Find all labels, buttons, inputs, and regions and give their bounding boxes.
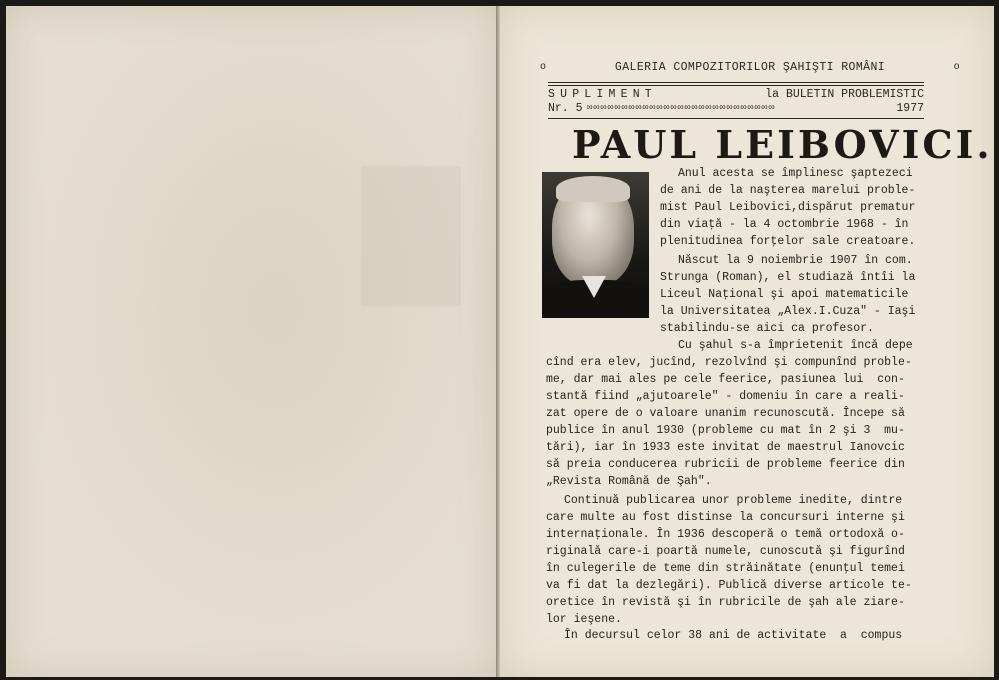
right-page (500, 6, 994, 677)
portrait-hair (556, 176, 630, 202)
body-line: lor ieşene. (546, 613, 622, 626)
portrait-photo (542, 172, 649, 318)
body-line: Cu şahul s-a împrietenit încă depe (678, 339, 913, 352)
body-line: oretice în revistă şi în rubricile de şah ale ziare- (546, 596, 905, 609)
body-line: zat opere de o valoare unanim recunoscută. Începe să (546, 407, 905, 420)
left-page (6, 6, 496, 677)
supplement-word: SUPLIMENT (548, 88, 657, 101)
series-header (540, 61, 960, 74)
issue-line (548, 102, 924, 115)
supplement-rest: la BULETIN PROBLEMISTIC (765, 88, 924, 101)
body-line: care multe au fost distinse la concursuri interne şi (546, 511, 905, 524)
body-line: Născut la 9 noiembrie 1907 în com. (678, 254, 913, 267)
issue-year: 1977 (896, 102, 924, 115)
document-body (500, 6, 994, 677)
body-line: cînd era elev, jucînd, rezolvînd şi compunînd proble- (546, 356, 912, 369)
body-line: Strunga (Roman), el studiază întîi la (660, 271, 916, 284)
bullet-icon: o (953, 62, 960, 73)
body-line: riginală care-i poartă numele, cunoscută şi figurînd (546, 545, 905, 558)
body-line: tări), iar în 1933 este invitat de maestrul Ianovcic (546, 441, 905, 454)
header-rule (548, 82, 924, 83)
page-title: PAUL LEIBOVICI. (572, 122, 993, 167)
header-rule (548, 85, 924, 86)
bullet-icon: o (540, 62, 547, 73)
body-line: În decursul celor 38 ani de activitate a compus (564, 629, 903, 642)
body-line: internaţionale. În 1936 descoperă o temă ortodoxă o- (546, 528, 905, 541)
body-line: din viaţă - la 4 octombrie 1968 - în (660, 218, 909, 231)
body-line: la Universitatea „Alex.I.Cuza" - Iaşi (660, 305, 916, 318)
body-line: să preia conducerea rubricii de probleme feerice din (546, 458, 905, 471)
body-line: stabilindu-se aici ca profesor. (660, 322, 874, 335)
body-line: plenitudinea forţelor sale creatoare. (660, 235, 916, 248)
body-line: va fi dat la dezlegări). Publică diverse articole te- (546, 579, 912, 592)
body-line: mist Paul Leibovici,dispărut prematur (660, 201, 916, 214)
series-title: GALERIA COMPOZITORILOR ŞAHIŞTI ROMÂNI (614, 61, 886, 74)
body-line: stantă fiind „ajutoarele" - domeniu în care a reali- (546, 390, 905, 403)
body-line: de ani de la naşterea marelui proble- (660, 184, 916, 197)
body-line: me, dar mai ales pe cele feerice, pasiunea lui con- (546, 373, 905, 386)
ornament-border: ∞∞∞∞∞∞∞∞∞∞∞∞∞∞∞∞∞∞∞∞∞∞∞∞∞∞∞ (586, 103, 776, 114)
body-line: Anul acesta se împlinesc şaptezeci (678, 167, 913, 180)
body-line: Liceul Naţional şi apoi matematicile (660, 288, 909, 301)
supplement-line (548, 88, 924, 101)
issue-number: Nr. 5 (548, 102, 583, 115)
body-line: „Revista Română de Şah". (546, 475, 712, 488)
header-rule (548, 118, 924, 119)
body-line: publice în anul 1930 (probleme cu mat în 2 şi 3 mu- (546, 424, 905, 437)
body-line: Continuă publicarea unor probleme inedite, dintre (564, 494, 903, 507)
bleed-through-shadow (361, 166, 461, 306)
body-line: în culegerile de teme din străinătate (enunţul temei (546, 562, 905, 575)
